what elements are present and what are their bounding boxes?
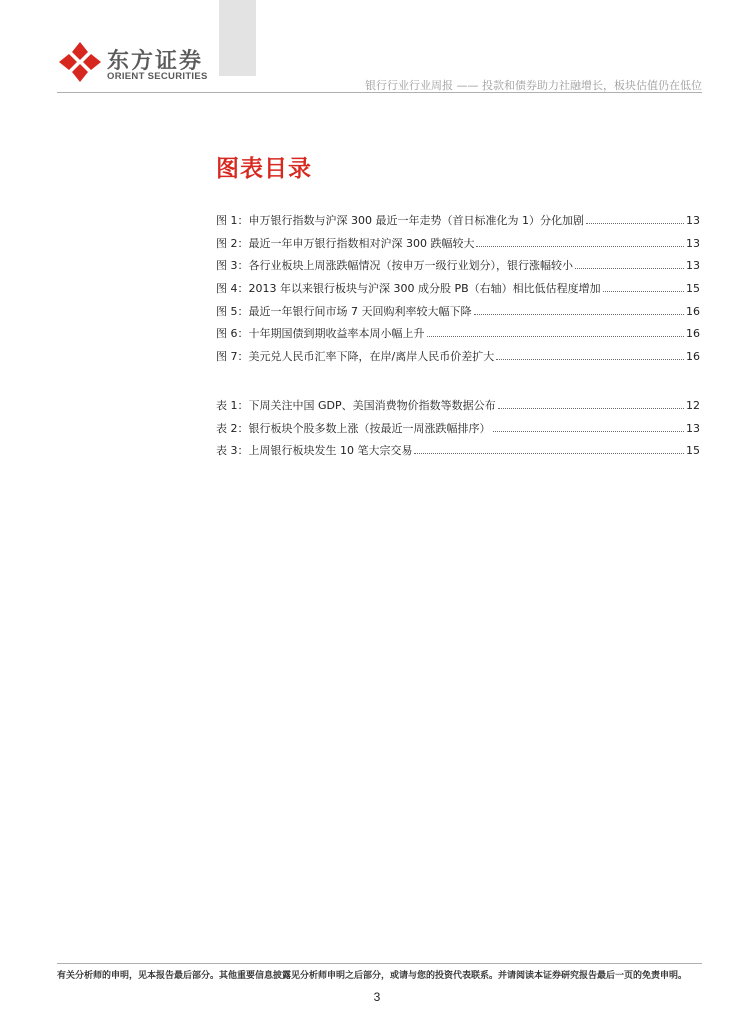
logo-mark-icon [57, 40, 103, 84]
toc-figure-entry[interactable] [216, 235, 700, 258]
toc-entry-label: 图 3：各行业板块上周涨跌幅情况（按申万一级行业划分），银行涨幅较小 [216, 259, 573, 273]
toc-entry-label: 表 3：上周银行板块发生 10 笔大宗交易 [216, 444, 413, 458]
table-list [216, 397, 700, 465]
toc-entry-label: 图 5：最近一年银行间市场 7 天回购利率较大幅下降 [216, 304, 472, 318]
toc-heading: 图表目录 [216, 156, 312, 182]
toc-entry-page: 16 [686, 327, 700, 341]
toc-entry-label: 表 1：下周关注中国 GDP、美国消费物价指数等数据公布 [216, 399, 496, 412]
toc-entry-label: 图 6：十年期国债到期收益率本周小幅上升 [216, 327, 425, 341]
toc-entry-label: 图 7：美元兑人民币汇率下降，在岸/离岸人民币价差扩大 [216, 350, 495, 364]
page-number: 3 [373, 990, 381, 1004]
dot-leader [575, 268, 684, 269]
toc-entry-page: 13 [686, 421, 700, 435]
toc-table-entry[interactable] [216, 397, 700, 420]
dot-leader [474, 314, 685, 315]
toc-figure-entry[interactable] [216, 212, 700, 235]
toc-entry-label: 图 4：2013 年以来银行板块与沪深 300 成分股 PB（右轴）相比低估程度增加 [216, 282, 601, 296]
toc-entry-page: 13 [686, 236, 700, 250]
dot-leader [493, 431, 685, 432]
toc-entry-page: 13 [686, 259, 700, 273]
toc-table-entry[interactable] [216, 420, 700, 443]
toc-entry-label: 图 2：最近一年申万银行指数相对沪深 300 跌幅较大 [216, 236, 475, 250]
toc-entry-label: 表 2：银行板块个股多数上涨（按最近一周涨跌幅排序） [216, 421, 491, 435]
company-logo [57, 40, 217, 84]
toc-entry-label: 图 1：申万银行指数与沪深 300 最近一年走势（首日标准化为 1）分化加剧 [216, 214, 584, 227]
toc-entry-page: 12 [686, 399, 700, 412]
dot-leader [496, 359, 684, 360]
toc-entry-page: 15 [686, 444, 700, 458]
figure-list [216, 212, 700, 371]
toc-entry-page: 16 [686, 350, 700, 364]
footer-divider [57, 963, 702, 964]
dot-leader [586, 223, 684, 224]
toc-figure-entry[interactable] [216, 325, 700, 348]
dot-leader [427, 336, 685, 337]
logo-english-name: ORIENT SECURITIES [107, 71, 208, 82]
toc-entry-page: 13 [686, 214, 700, 227]
dot-leader [603, 291, 684, 292]
header-decor-band [219, 0, 256, 76]
header-divider [57, 92, 702, 93]
toc-figure-entry[interactable] [216, 303, 700, 326]
toc-figure-entry[interactable] [216, 280, 700, 303]
toc-entry-page: 16 [686, 304, 700, 318]
dot-leader [498, 408, 684, 409]
dot-leader [476, 246, 684, 247]
footer-disclaimer: 有关分析师的申明，见本报告最后部分。其他重要信息披露见分析师申明之后部分，或请与您的投资代表联系。并请阅读本证券研究报告最后一页的免责申明。 [57, 971, 688, 981]
toc-table-entry[interactable] [216, 442, 700, 465]
toc-figure-entry[interactable] [216, 348, 700, 371]
toc-figure-entry[interactable] [216, 257, 700, 280]
report-title: 银行行业行业周报 —— 投款和债券助力社融增长，板块估值仍在低位 [365, 79, 702, 92]
logo-chinese-name: 东方证券 [107, 49, 204, 74]
dot-leader [414, 453, 684, 454]
toc-entry-page: 15 [686, 282, 700, 296]
